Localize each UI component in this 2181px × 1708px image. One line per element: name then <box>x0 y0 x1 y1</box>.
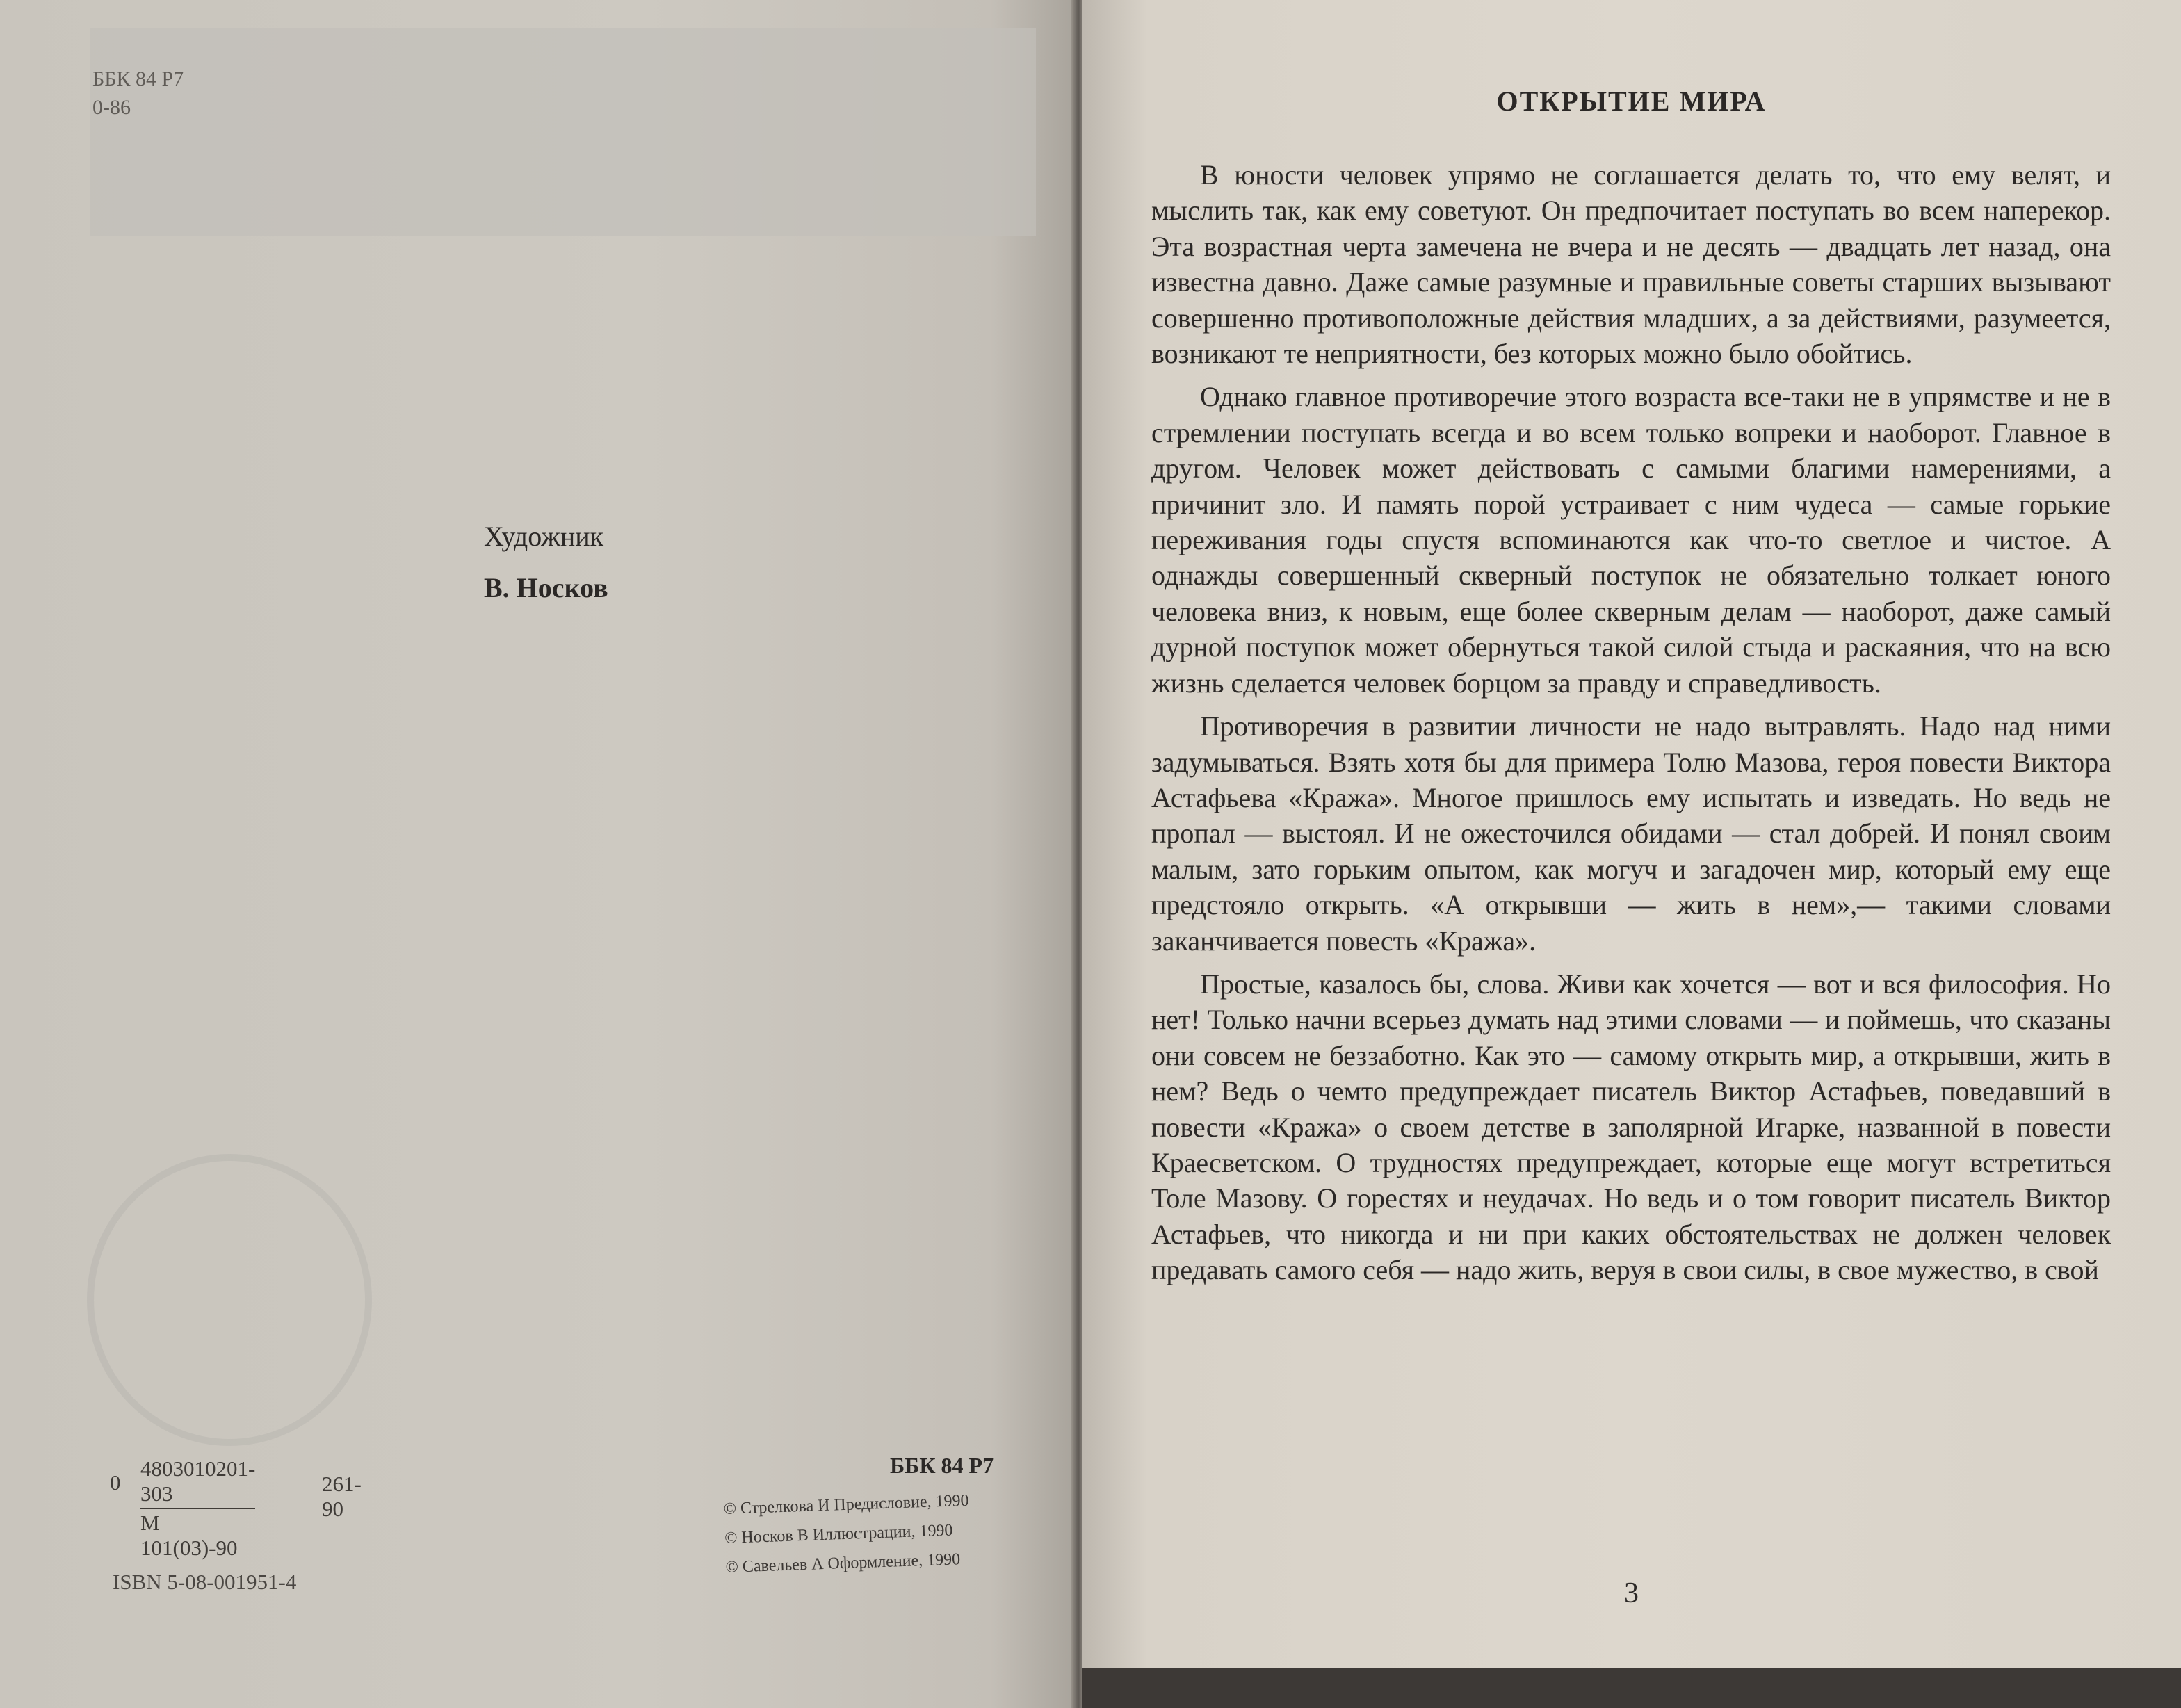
catalog-code: 261-90 <box>322 1472 362 1521</box>
paragraph: Противоречия в развитии личности не надо вытравлять. Надо над ними задумываться. Взять хотя бы для примера Толю Мазова, героя повести Виктора Астафьева «Кража». Многое пришлось ему испытать и изведать. Но ведь не пропал — выстоял. И не ожесточился обидами — стал добрей. И понял своим малым, зато горьким опытом, как могуч и загадочен мир, который ему еще предстояло открыть. «А открывши — жить в нем»,— такими словами заканчивается повесть «Кража». <box>1151 710 2111 957</box>
show-through-stamp <box>87 1154 372 1446</box>
author-mark: 0-86 <box>92 95 131 119</box>
paragraph: Однако главное противоречие этого возраста все-таки не в упрямстве и не в стремлении поступать всегда и во всем только вопреки и наоборот. Главное в другом. Человек может действовать с самыми благими намерениями, а причинит зло. И память порой устраивает с ним чудеса — самые горькие переживания годы спустя вспоминаются как что-то светлое и чистое. А однажды совершенный скверный поступок не обязательно толкает юного человека вниз, к новым, еще более скверным делам — наоборот, даже самый дурной поступок может обернуться такой силой стыда и раскаяния, что на всю жизнь сделается человек борцом за правду и справедливость. <box>1151 381 2111 699</box>
bbk-index-top <box>92 65 184 122</box>
artist-label: Художник <box>484 521 604 552</box>
catalog-prefix: 0 <box>110 1470 121 1495</box>
copyright-line: © Носков В Иллюстрации, 1990 <box>724 1521 953 1547</box>
copyright-line: © Савельев А Оформление, 1990 <box>725 1550 961 1577</box>
show-through-band <box>90 28 1036 236</box>
page-number: 3 <box>1624 1577 1639 1609</box>
bbk-code: ББК 84 Р7 <box>92 67 184 90</box>
body-text <box>1151 157 2111 1296</box>
paragraph: Простые, казалось бы, слова. Живи как хочется — вот и вся философия. Но нет! Только начни всерьез думать над этими словами — и поймешь, что сказаны они совсем не беззаботно. Как это — самому открыть мир, а открывши, жить в нем? Ведь о чемто предупреждает писатель Виктор Астафьев, поведавший в повести «Кража» о своем детстве в заполярной Игарке, названной в повести Краесветском. О трудностях предупреждает, которые еще могут встретиться Толе Мазову. О горестях и неудачах. Но ведь и о том говорит писатель Виктор Астафьев, что никогда и ни при каких обстоятельствах не должен человек предавать самого себя — надо жить, веруя в свои силы, в свое мужество, в свой <box>1151 968 2111 1286</box>
paragraph: В юности человек упрямо не соглашается делать то, что ему велят, и мыслить так, как ему советуют. Он предпочитает поступать во всем наперекор. Эта возрастная черта замечена не вчера и не десять — двадцать лет назад, она известна давно. Даже самые разумные и правильные советы старших вызывают совершенно противоположные действия младших, а за действиями, разумеется, возникают те неприятности, без которых можно было обойтись. <box>1151 159 2111 370</box>
catalog-denominator: М 101(03)-90 <box>140 1511 238 1560</box>
catalog-fraction <box>140 1456 255 1561</box>
chapter-title: ОТКРЫТИЕ МИРА <box>1496 86 1767 117</box>
background-below-page <box>1082 1668 2181 1708</box>
catalog-numerator: 4803010201-303 <box>140 1456 255 1509</box>
artist-name: В. Носков <box>484 572 608 603</box>
artist-credit <box>484 511 608 614</box>
left-page <box>0 0 1076 1708</box>
bbk-index-bottom: ББК 84 Р7 <box>890 1453 994 1478</box>
copyright-block <box>723 1486 971 1582</box>
copyright-line: © Стрелкова И Предисловие, 1990 <box>723 1491 969 1518</box>
isbn: ISBN 5-08-001951-4 <box>113 1570 297 1594</box>
